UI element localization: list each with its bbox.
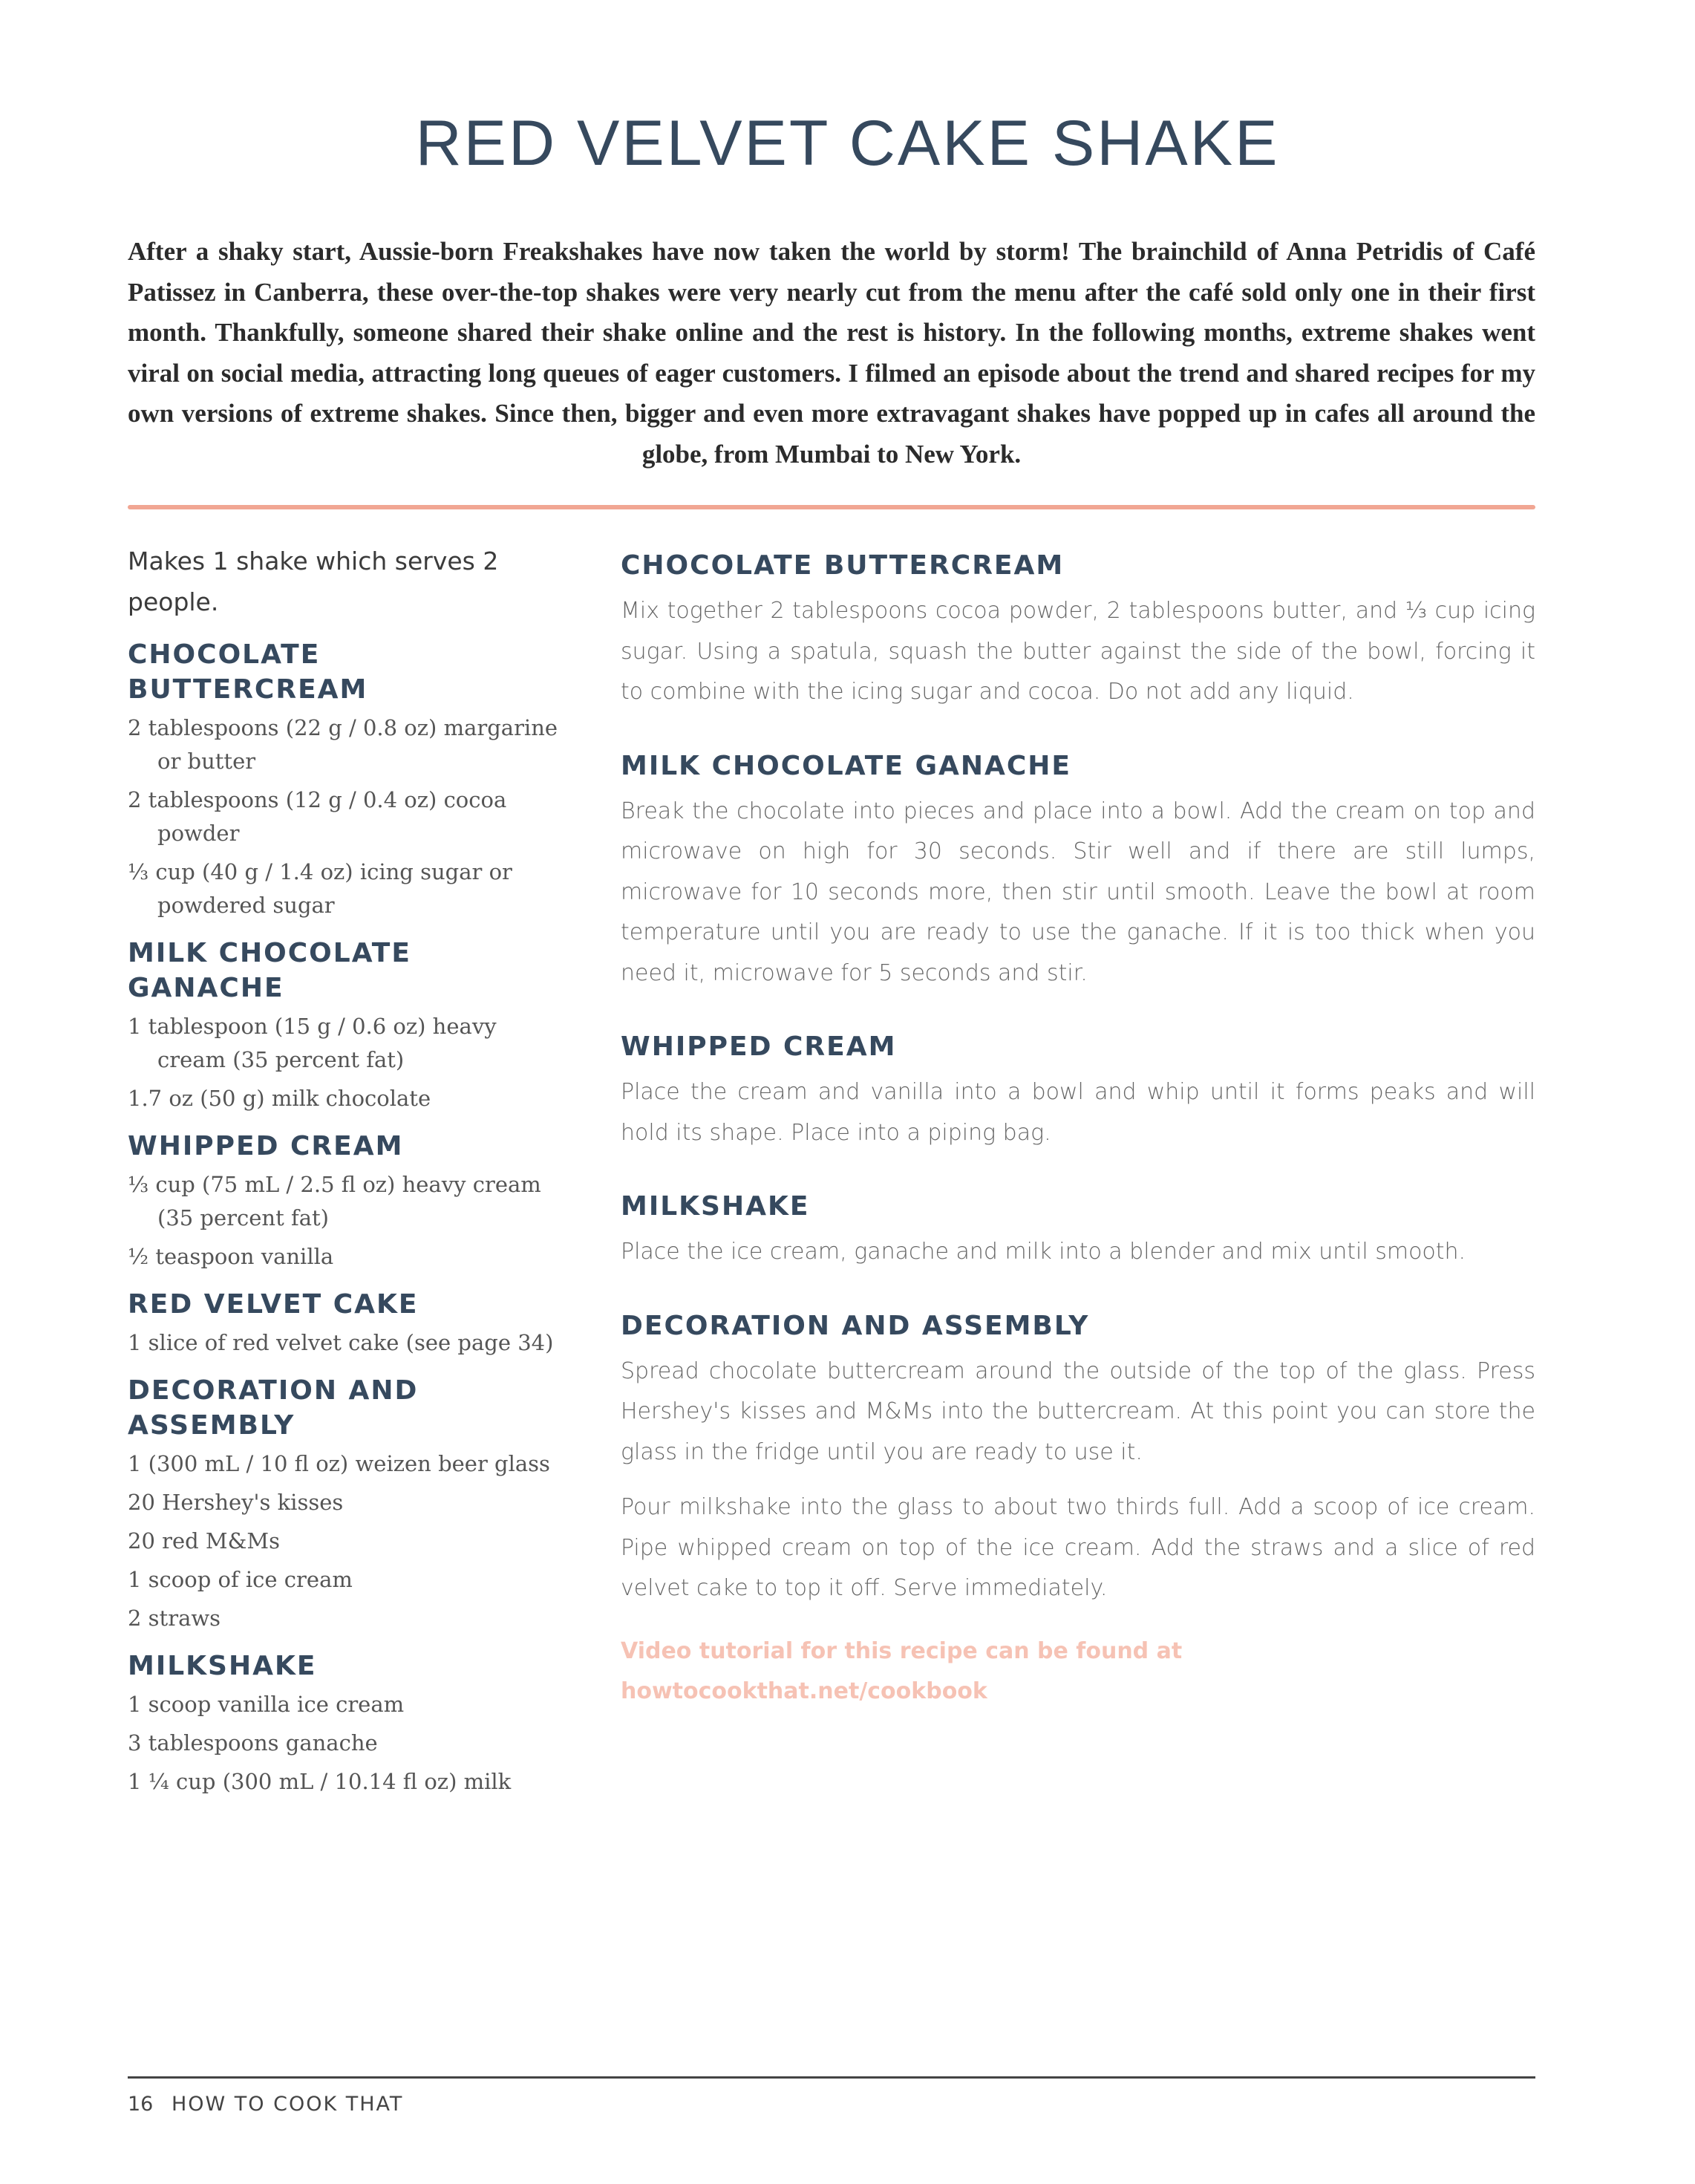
ingredient-item: 2 tablespoons (22 g / 0.8 oz) margarine or butter xyxy=(128,715,558,774)
method-ganache xyxy=(621,747,1535,994)
ingredients-milkshake xyxy=(128,1649,558,1799)
method-text: Pour milkshake into the glass to about two thirds full. Add a scoop of ice cream. Pipe whipped cream on top of the ice cream. Add the straws and a slice of red velvet cake to top it off. Serve immediately. xyxy=(621,1494,1535,1601)
ingredients-heading: MILKSHAKE xyxy=(128,1651,317,1681)
ingredient-item: 20 red M&Ms xyxy=(128,1528,281,1554)
ingredient-item: 1.7 oz (50 g) milk chocolate xyxy=(128,1086,431,1111)
method-heading: CHOCOLATE BUTTERCREAM xyxy=(621,550,1065,581)
ingredients-heading: DECORATION AND ASSEMBLY xyxy=(128,1375,419,1441)
ingredient-item: 2 straws xyxy=(128,1606,221,1631)
ingredients-decoration xyxy=(128,1373,558,1635)
ingredients-heading: CHOCOLATE BUTTERCREAM xyxy=(128,639,368,705)
section-divider xyxy=(128,505,1535,509)
method-text: Break the chocolate into pieces and place into a bowl. Add the cream on top and microwave on high for 30 seconds. Stir well and if there are still lumps, microwave for 10 seconds more, then stir until smooth. Leave the bowl at room temperature until you are ready to use the ganache. If it is too thick when you need it, microwave for 5 seconds and stir. xyxy=(621,798,1535,986)
method-text: Mix together 2 tablespoons cocoa powder, 2 tablespoons butter, and ⅓ cup icing sugar. Using a spatula, squash the butter against the side of the bowl, forcing it to combine with the icing sugar and cocoa. Do not add any liquid. xyxy=(621,598,1535,705)
footer-divider xyxy=(128,2076,1535,2079)
ingredient-item: 20 Hershey's kisses xyxy=(128,1490,344,1515)
ingredient-item: 1 tablespoon (15 g / 0.6 oz) heavy cream (35 percent fat) xyxy=(128,1014,497,1072)
method-heading: WHIPPED CREAM xyxy=(621,1031,897,1062)
video-tutorial-link[interactable]: Video tutorial for this recipe can be found at howtocookthat.net/cookbook xyxy=(621,1637,1183,1704)
ingredient-item: 1 scoop of ice cream xyxy=(128,1567,353,1592)
ingredients-heading: MILK CHOCOLATE GANACHE xyxy=(128,938,411,1003)
intro-paragraph: After a shaky start, Aussie-born Freakshakes have now taken the world by storm! The brainchild of Anna Petridis of Café Patissez in Canberra, these over-the-top shakes were very nearly cut from the menu after the café sold only one in their first month. Thankfully, someone shared their shake online and the rest is history. In the following months, extreme shakes went viral on social media, attracting long queues of eager customers. I filmed an episode about the trend and shared recipes for my own versions of extreme shakes. Since then, bigger and even more extravagant shakes have popped up in cafes all around the globe, from Mumbai to New York. xyxy=(128,237,1535,469)
ingredients-column xyxy=(128,541,558,1812)
method-whipped-cream xyxy=(621,1028,1535,1153)
ingredient-item: ½ teaspoon vanilla xyxy=(128,1244,334,1269)
ingredient-item: 1 (300 mL / 10 fl oz) weizen beer glass xyxy=(128,1451,550,1476)
page-title: RED VELVET CAKE SHAKE xyxy=(415,108,1280,179)
ingredients-buttercream xyxy=(128,637,558,922)
book-title: HOW TO COOK THAT xyxy=(171,2093,404,2116)
method-decoration xyxy=(621,1307,1535,1712)
method-milkshake xyxy=(621,1187,1535,1273)
ingredient-item: 1 scoop vanilla ice cream xyxy=(128,1692,405,1717)
ingredient-item: 2 tablespoons (12 g / 0.4 oz) cocoa powder xyxy=(128,787,507,846)
page-footer xyxy=(128,2093,403,2116)
ingredients-red-velvet-cake xyxy=(128,1287,558,1360)
ingredients-heading: RED VELVET CAKE xyxy=(128,1289,419,1320)
method-text: Spread chocolate buttercream around the outside of the top of the glass. Press Hershey's kisses and M&Ms into the buttercream. At this point you can store the glass in the fridge until you are ready to use it. xyxy=(621,1357,1535,1465)
ingredients-heading: WHIPPED CREAM xyxy=(128,1131,404,1161)
page-number: 16 xyxy=(128,2093,154,2116)
method-buttercream xyxy=(621,547,1535,713)
ingredient-item: ⅓ cup (75 mL / 2.5 fl oz) heavy cream (35 percent fat) xyxy=(128,1172,541,1230)
method-column xyxy=(621,547,1535,1746)
ingredients-ganache xyxy=(128,936,558,1115)
serves-text: Makes 1 shake which serves 2 people. xyxy=(128,547,499,616)
ingredient-item: 1 slice of red velvet cake (see page 34) xyxy=(128,1330,554,1355)
ingredient-item: 3 tablespoons ganache xyxy=(128,1730,378,1756)
method-heading: MILKSHAKE xyxy=(621,1191,810,1222)
ingredients-whipped-cream xyxy=(128,1129,558,1274)
method-text: Place the ice cream, ganache and milk into a blender and mix until smooth. xyxy=(621,1239,1466,1265)
method-heading: DECORATION AND ASSEMBLY xyxy=(621,1310,1090,1341)
method-text: Place the cream and vanilla into a bowl and whip until it forms peaks and will hold its shape. Place into a piping bag. xyxy=(621,1079,1535,1146)
ingredient-item: ⅓ cup (40 g / 1.4 oz) icing sugar or powdered sugar xyxy=(128,859,512,918)
ingredient-item: 1 ¼ cup (300 mL / 10.14 fl oz) milk xyxy=(128,1769,512,1794)
method-heading: MILK CHOCOLATE GANACHE xyxy=(621,750,1071,781)
